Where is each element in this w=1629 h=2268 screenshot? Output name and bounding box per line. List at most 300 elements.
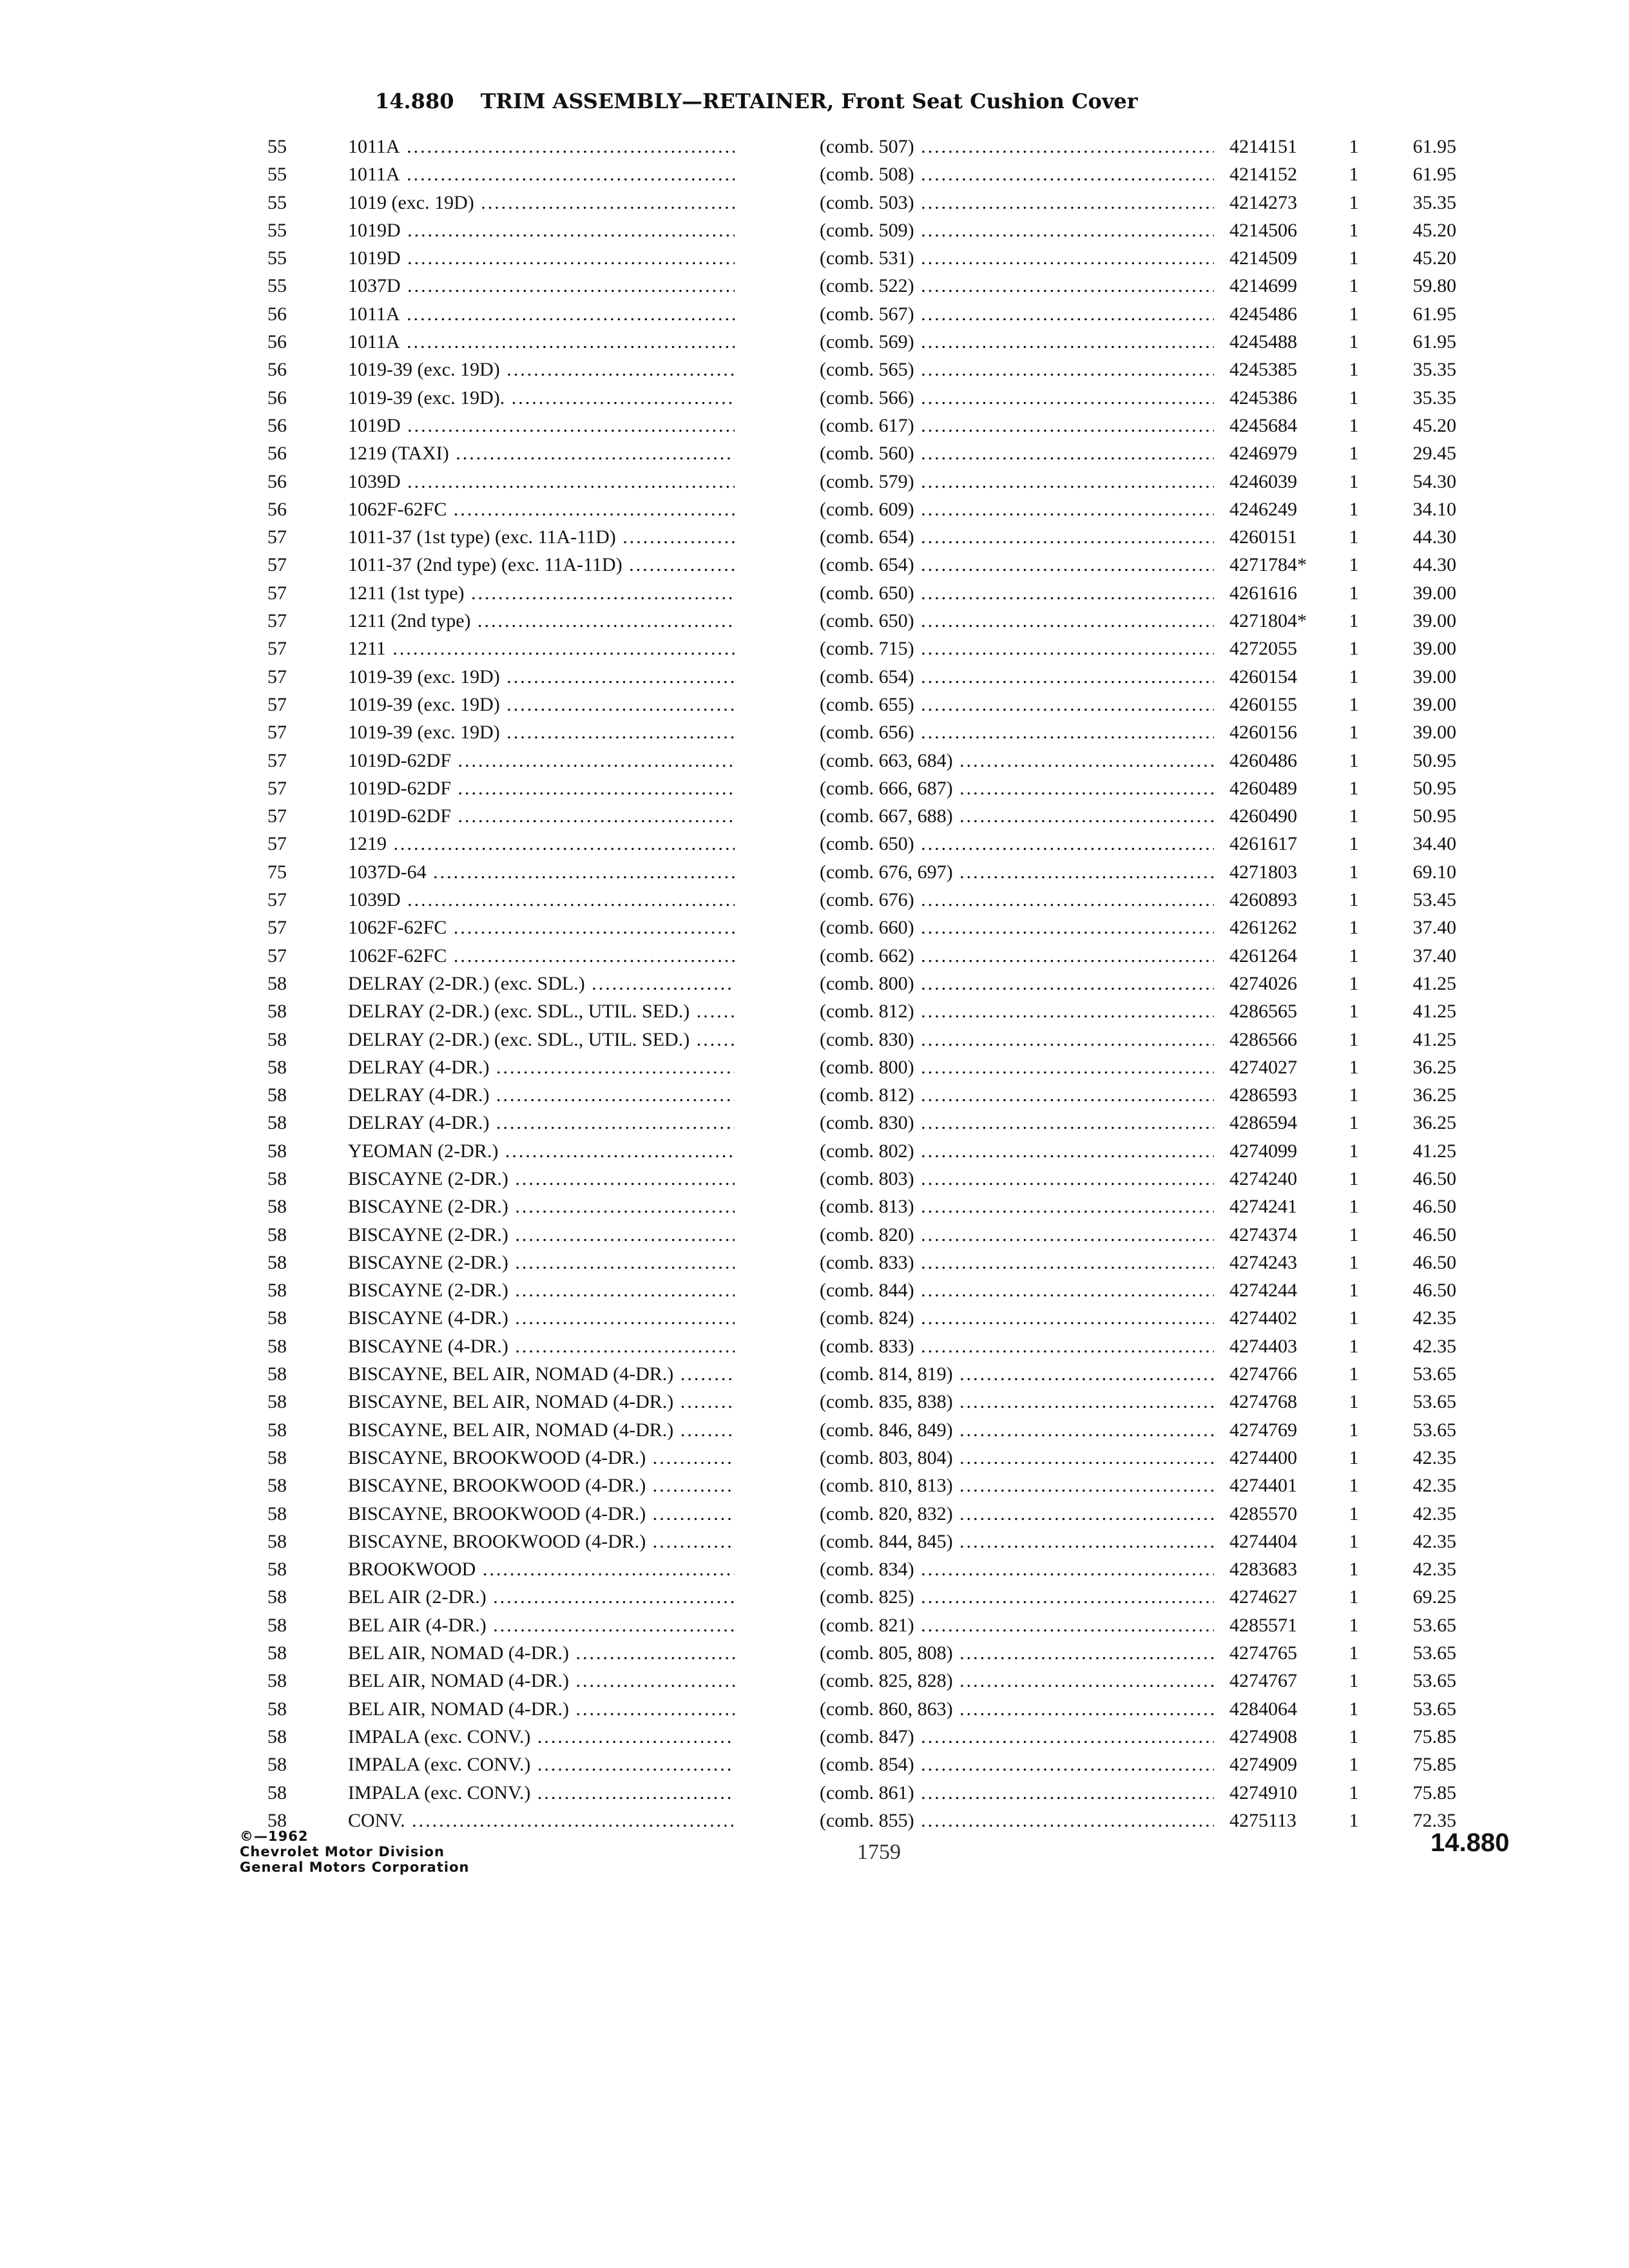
quantity-cell: 1: [1349, 1475, 1359, 1497]
combination-cell: (comb. 566) .....: [820, 384, 1214, 412]
part-number-cell: 4271804*: [1229, 610, 1307, 632]
model-cell: BISCAYNE, BROOKWOOD (4-DR.) .....: [348, 1500, 735, 1528]
table-row: [258, 1109, 1456, 1137]
combination-cell: (comb. 667, 688) .....: [820, 802, 1214, 830]
division-text: Chevrolet Motor Division: [240, 1844, 445, 1860]
part-number-cell: 4260155: [1229, 693, 1297, 715]
quantity-cell: 1: [1349, 191, 1359, 213]
combination-cell: (comb. 825) .....: [820, 1583, 1214, 1611]
model-year-cell: 58: [267, 1754, 287, 1776]
parts-table: [258, 133, 1456, 1834]
table-row: [258, 468, 1456, 495]
table-row: [258, 1081, 1456, 1109]
part-number-cell: 4261616: [1229, 582, 1297, 604]
model-year-cell: 55: [267, 275, 287, 297]
quantity-cell: 1: [1349, 1224, 1359, 1245]
part-number-cell: 4274403: [1229, 1335, 1297, 1357]
table-row: [258, 663, 1456, 691]
model-year-cell: 58: [267, 1280, 287, 1302]
price-cell: 61.95: [1412, 331, 1456, 353]
price-cell: 46.50: [1412, 1251, 1456, 1273]
model-year-cell: 56: [267, 303, 287, 325]
table-row: [258, 1304, 1456, 1332]
model-year-cell: 58: [267, 1725, 287, 1747]
combination-cell: (comb. 825, 828) .....: [820, 1667, 1214, 1695]
table-row: [258, 635, 1456, 662]
part-number-cell: 4286594: [1229, 1112, 1297, 1134]
model-year-cell: 55: [267, 219, 287, 241]
quantity-cell: 1: [1349, 247, 1359, 269]
part-number-cell: 4245684: [1229, 414, 1297, 436]
quantity-cell: 1: [1349, 777, 1359, 799]
price-cell: 35.35: [1412, 191, 1456, 213]
model-year-cell: 58: [267, 1196, 287, 1218]
table-row: [258, 1472, 1456, 1499]
combination-cell: (comb. 663, 684) .....: [820, 747, 1214, 774]
price-cell: 37.40: [1412, 945, 1456, 966]
price-cell: 45.20: [1412, 247, 1456, 269]
table-row: [258, 1667, 1456, 1695]
price-cell: 39.00: [1412, 722, 1456, 744]
model-cell: 1019-39 (exc. 19D) .....: [348, 718, 735, 746]
price-cell: 61.95: [1412, 136, 1456, 157]
combination-cell: (comb. 503) .....: [820, 189, 1214, 216]
model-year-cell: 58: [267, 1530, 287, 1552]
quantity-cell: 1: [1349, 1363, 1359, 1385]
part-number-cell: 4274240: [1229, 1168, 1297, 1189]
model-cell: 1019D .....: [348, 412, 735, 439]
model-cell: 1011-37 (1st type) (exc. 11A-11D) .....: [348, 523, 735, 551]
part-number-cell: 4260893: [1229, 889, 1297, 911]
quantity-cell: 1: [1349, 1809, 1359, 1831]
quantity-cell: 1: [1349, 1698, 1359, 1720]
quantity-cell: 1: [1349, 1028, 1359, 1050]
model-cell: 1037D-64 .....: [348, 858, 735, 886]
model-year-cell: 57: [267, 666, 287, 687]
quantity-cell: 1: [1349, 972, 1359, 994]
table-row: [258, 747, 1456, 774]
model-cell: BEL AIR (4-DR.) .....: [348, 1611, 735, 1639]
model-year-cell: 57: [267, 917, 287, 939]
table-row: [258, 942, 1456, 970]
combination-cell: (comb. 676) .....: [820, 886, 1214, 914]
quantity-cell: 1: [1349, 498, 1359, 520]
model-cell: BROOKWOOD .....: [348, 1555, 735, 1583]
price-cell: 39.00: [1412, 693, 1456, 715]
price-cell: 53.45: [1412, 889, 1456, 911]
model-cell: 1039D .....: [348, 886, 735, 914]
model-year-cell: 58: [267, 1140, 287, 1162]
quantity-cell: 1: [1349, 1196, 1359, 1218]
quantity-cell: 1: [1349, 1140, 1359, 1162]
part-number-cell: 4274910: [1229, 1782, 1297, 1803]
combination-cell: (comb. 821) .....: [820, 1611, 1214, 1639]
model-year-cell: 57: [267, 610, 287, 632]
combination-cell: (comb. 508) .....: [820, 160, 1214, 188]
model-year-cell: 58: [267, 1084, 287, 1106]
part-number-cell: 4286593: [1229, 1084, 1297, 1106]
part-number-cell: 4260154: [1229, 666, 1297, 687]
combination-cell: (comb. 844, 845) .....: [820, 1528, 1214, 1555]
model-cell: 1011A .....: [348, 300, 735, 328]
quantity-cell: 1: [1349, 833, 1359, 855]
combination-cell: (comb. 715) .....: [820, 635, 1214, 662]
price-cell: 53.65: [1412, 1419, 1456, 1441]
model-cell: 1062F-62FC .....: [348, 942, 735, 970]
model-cell: BISCAYNE, BEL AIR, NOMAD (4-DR.) .....: [348, 1416, 735, 1444]
price-cell: 36.25: [1412, 1112, 1456, 1134]
combination-cell: (comb. 609) .....: [820, 495, 1214, 523]
model-cell: 1211 .....: [348, 635, 735, 662]
price-cell: 61.95: [1412, 303, 1456, 325]
table-row: [258, 1332, 1456, 1360]
combination-cell: (comb. 833) .....: [820, 1332, 1214, 1360]
price-cell: 42.35: [1412, 1503, 1456, 1524]
table-row: [258, 216, 1456, 244]
model-year-cell: 58: [267, 1168, 287, 1189]
combination-cell: (comb. 655) .....: [820, 691, 1214, 718]
section-number: 14.880: [1431, 1829, 1510, 1857]
model-year-cell: 57: [267, 749, 287, 771]
table-row: [258, 1639, 1456, 1667]
combination-cell: (comb. 565) .....: [820, 356, 1214, 383]
table-row: [258, 1723, 1456, 1751]
part-number-cell: 4261264: [1229, 945, 1297, 966]
price-cell: 34.40: [1412, 833, 1456, 855]
combination-cell: (comb. 835, 838) .....: [820, 1388, 1214, 1416]
model-year-cell: 57: [267, 945, 287, 966]
combination-cell: (comb. 820, 832) .....: [820, 1500, 1214, 1528]
model-cell: BISCAYNE (2-DR.) .....: [348, 1165, 735, 1193]
part-number-cell: 4214273: [1229, 191, 1297, 213]
page-header: [375, 89, 1138, 113]
price-cell: 39.00: [1412, 638, 1456, 660]
combination-cell: (comb. 860, 863) .....: [820, 1695, 1214, 1723]
part-number-cell: 4274401: [1229, 1475, 1297, 1497]
model-year-cell: 58: [267, 1642, 287, 1664]
part-number-cell: 4285571: [1229, 1614, 1297, 1636]
table-row: [258, 1500, 1456, 1528]
table-row: [258, 1193, 1456, 1220]
part-number-cell: 4283683: [1229, 1559, 1297, 1581]
table-row: [258, 858, 1456, 886]
model-year-cell: 57: [267, 526, 287, 548]
part-number-cell: 4286566: [1229, 1028, 1297, 1050]
model-year-cell: 56: [267, 414, 287, 436]
model-cell: BISCAYNE (2-DR.) .....: [348, 1193, 735, 1220]
table-row: [258, 1611, 1456, 1639]
model-cell: IMPALA (exc. CONV.) .....: [348, 1751, 735, 1778]
model-year-cell: 58: [267, 1809, 287, 1831]
combination-cell: (comb. 617) .....: [820, 412, 1214, 439]
table-row: [258, 244, 1456, 272]
part-number-cell: 4214506: [1229, 219, 1297, 241]
price-cell: 72.35: [1412, 1809, 1456, 1831]
price-cell: 59.80: [1412, 275, 1456, 297]
table-row: [258, 997, 1456, 1025]
price-cell: 39.00: [1412, 610, 1456, 632]
quantity-cell: 1: [1349, 1251, 1359, 1273]
model-year-cell: 56: [267, 387, 287, 408]
combination-cell: (comb. 830) .....: [820, 1109, 1214, 1137]
part-number-cell: 4274027: [1229, 1056, 1297, 1078]
part-number-cell: 4246039: [1229, 470, 1297, 492]
price-cell: 41.25: [1412, 1140, 1456, 1162]
combination-cell: (comb. 803, 804) .....: [820, 1444, 1214, 1472]
model-year-cell: 57: [267, 777, 287, 799]
quantity-cell: 1: [1349, 1725, 1359, 1747]
model-year-cell: 56: [267, 443, 287, 465]
combination-cell: (comb. 567) .....: [820, 300, 1214, 328]
quantity-cell: 1: [1349, 749, 1359, 771]
price-cell: 42.35: [1412, 1475, 1456, 1497]
quantity-cell: 1: [1349, 945, 1359, 966]
table-row: [258, 1053, 1456, 1081]
combination-cell: (comb. 812) .....: [820, 997, 1214, 1025]
price-cell: 39.00: [1412, 666, 1456, 687]
model-cell: DELRAY (2-DR.) (exc. SDL., UTIL. SED.) .....: [348, 997, 735, 1025]
model-year-cell: 56: [267, 359, 287, 381]
model-year-cell: 58: [267, 1363, 287, 1385]
price-cell: 53.65: [1412, 1363, 1456, 1385]
model-cell: CONV. .....: [348, 1807, 735, 1834]
model-cell: DELRAY (2-DR.) (exc. SDL.) .....: [348, 970, 735, 997]
table-row: [258, 718, 1456, 746]
quantity-cell: 1: [1349, 610, 1359, 632]
model-cell: BEL AIR, NOMAD (4-DR.) .....: [348, 1667, 735, 1695]
model-cell: 1019D .....: [348, 244, 735, 272]
price-cell: 39.00: [1412, 582, 1456, 604]
quantity-cell: 1: [1349, 1056, 1359, 1078]
model-year-cell: 58: [267, 1056, 287, 1078]
table-row: [258, 133, 1456, 160]
table-row: [258, 914, 1456, 941]
combination-cell: (comb. 666, 687) .....: [820, 774, 1214, 802]
combination-cell: (comb. 812) .....: [820, 1081, 1214, 1109]
table-row: [258, 412, 1456, 439]
model-year-cell: 58: [267, 1251, 287, 1273]
part-number-cell: 4274404: [1229, 1530, 1297, 1552]
table-row: [258, 1444, 1456, 1472]
quantity-cell: 1: [1349, 470, 1359, 492]
table-row: [258, 1249, 1456, 1276]
table-row: [258, 439, 1456, 467]
quantity-cell: 1: [1349, 1391, 1359, 1413]
part-number-cell: 4214151: [1229, 136, 1297, 157]
model-cell: DELRAY (4-DR.) .....: [348, 1109, 735, 1137]
model-year-cell: 58: [267, 1307, 287, 1329]
part-number-cell: 4274099: [1229, 1140, 1297, 1162]
quantity-cell: 1: [1349, 303, 1359, 325]
quantity-cell: 1: [1349, 219, 1359, 241]
price-cell: 44.30: [1412, 526, 1456, 548]
quantity-cell: 1: [1349, 1670, 1359, 1692]
model-year-cell: 58: [267, 1224, 287, 1245]
model-cell: 1011A .....: [348, 160, 735, 188]
model-year-cell: 56: [267, 331, 287, 353]
model-cell: YEOMAN (2-DR.) .....: [348, 1137, 735, 1165]
combination-cell: (comb. 846, 849) .....: [820, 1416, 1214, 1444]
table-row: [258, 607, 1456, 635]
table-row: [258, 774, 1456, 802]
model-cell: BEL AIR (2-DR.) .....: [348, 1583, 735, 1611]
price-cell: 46.50: [1412, 1168, 1456, 1189]
quantity-cell: 1: [1349, 1754, 1359, 1776]
price-cell: 45.20: [1412, 219, 1456, 241]
quantity-cell: 1: [1349, 1503, 1359, 1524]
table-row: [258, 1416, 1456, 1444]
model-year-cell: 58: [267, 1559, 287, 1581]
quantity-cell: 1: [1349, 164, 1359, 186]
part-number-cell: 4274908: [1229, 1725, 1297, 1747]
model-cell: 1037D .....: [348, 272, 735, 300]
quantity-cell: 1: [1349, 1782, 1359, 1803]
model-cell: 1062F-62FC .....: [348, 495, 735, 523]
combination-cell: (comb. 833) .....: [820, 1249, 1214, 1276]
model-year-cell: 58: [267, 1586, 287, 1608]
quantity-cell: 1: [1349, 722, 1359, 744]
model-year-cell: 58: [267, 1112, 287, 1134]
part-number-cell: 4274767: [1229, 1670, 1297, 1692]
combination-cell: (comb. 522) .....: [820, 272, 1214, 300]
model-year-cell: 58: [267, 1028, 287, 1050]
model-cell: BISCAYNE (2-DR.) .....: [348, 1221, 735, 1249]
model-cell: BISCAYNE, BROOKWOOD (4-DR.) .....: [348, 1444, 735, 1472]
model-year-cell: 58: [267, 1446, 287, 1468]
model-cell: 1062F-62FC .....: [348, 914, 735, 941]
part-number-cell: 4260486: [1229, 749, 1297, 771]
combination-cell: (comb. 560) .....: [820, 439, 1214, 467]
model-cell: DELRAY (4-DR.) .....: [348, 1081, 735, 1109]
combination-cell: (comb. 830) .....: [820, 1026, 1214, 1053]
part-number-cell: 4271784*: [1229, 554, 1307, 576]
model-cell: BISCAYNE, BROOKWOOD (4-DR.) .....: [348, 1472, 735, 1499]
combination-cell: (comb. 814, 819) .....: [820, 1360, 1214, 1388]
price-cell: 53.65: [1412, 1642, 1456, 1664]
model-cell: BISCAYNE (4-DR.) .....: [348, 1332, 735, 1360]
price-cell: 53.65: [1412, 1698, 1456, 1720]
model-year-cell: 55: [267, 191, 287, 213]
combination-cell: (comb. 800) .....: [820, 970, 1214, 997]
part-number-cell: 4261262: [1229, 917, 1297, 939]
model-cell: IMPALA (exc. CONV.) .....: [348, 1779, 735, 1807]
quantity-cell: 1: [1349, 1084, 1359, 1106]
table-row: [258, 328, 1456, 356]
model-cell: BISCAYNE (4-DR.) .....: [348, 1304, 735, 1332]
part-number-cell: 4260490: [1229, 805, 1297, 827]
combination-cell: (comb. 805, 808) .....: [820, 1639, 1214, 1667]
model-cell: 1019D .....: [348, 216, 735, 244]
quantity-cell: 1: [1349, 805, 1359, 827]
model-cell: BISCAYNE, BEL AIR, NOMAD (4-DR.) .....: [348, 1388, 735, 1416]
combination-cell: (comb. 861) .....: [820, 1779, 1214, 1807]
part-number-cell: 4246979: [1229, 443, 1297, 465]
part-number-cell: 4260489: [1229, 777, 1297, 799]
price-cell: 37.40: [1412, 917, 1456, 939]
price-cell: 50.95: [1412, 777, 1456, 799]
price-cell: 36.25: [1412, 1056, 1456, 1078]
model-year-cell: 58: [267, 1391, 287, 1413]
model-cell: BEL AIR, NOMAD (4-DR.) .....: [348, 1639, 735, 1667]
model-year-cell: 56: [267, 498, 287, 520]
table-row: [258, 691, 1456, 718]
price-cell: 75.85: [1412, 1725, 1456, 1747]
table-row: [258, 579, 1456, 607]
model-cell: 1011A .....: [348, 328, 735, 356]
price-cell: 35.35: [1412, 387, 1456, 408]
copyright-text: ©—1962: [240, 1829, 309, 1844]
model-year-cell: 58: [267, 1670, 287, 1692]
quantity-cell: 1: [1349, 693, 1359, 715]
table-row: [258, 830, 1456, 858]
combination-cell: (comb. 810, 813) .....: [820, 1472, 1214, 1499]
model-year-cell: 57: [267, 805, 287, 827]
quantity-cell: 1: [1349, 331, 1359, 353]
combination-cell: (comb. 650) .....: [820, 830, 1214, 858]
part-number-cell: 4274026: [1229, 972, 1297, 994]
table-row: [258, 160, 1456, 188]
price-cell: 46.50: [1412, 1196, 1456, 1218]
model-year-cell: 57: [267, 693, 287, 715]
part-number-cell: 4245386: [1229, 387, 1297, 408]
combination-cell: (comb. 650) .....: [820, 579, 1214, 607]
price-cell: 61.95: [1412, 164, 1456, 186]
model-cell: IMPALA (exc. CONV.) .....: [348, 1723, 735, 1751]
model-year-cell: 58: [267, 1335, 287, 1357]
model-year-cell: 55: [267, 164, 287, 186]
model-year-cell: 57: [267, 722, 287, 744]
price-cell: 35.35: [1412, 359, 1456, 381]
price-cell: 36.25: [1412, 1084, 1456, 1106]
price-cell: 44.30: [1412, 554, 1456, 576]
model-cell: BISCAYNE (2-DR.) .....: [348, 1249, 735, 1276]
price-cell: 50.95: [1412, 749, 1456, 771]
quantity-cell: 1: [1349, 666, 1359, 687]
table-row: [258, 495, 1456, 523]
part-number-cell: 4272055: [1229, 638, 1297, 660]
combination-cell: (comb. 654) .....: [820, 663, 1214, 691]
quantity-cell: 1: [1349, 443, 1359, 465]
combination-cell: (comb. 802) .....: [820, 1137, 1214, 1165]
part-number-cell: 4274627: [1229, 1586, 1297, 1608]
combination-cell: (comb. 569) .....: [820, 328, 1214, 356]
model-year-cell: 58: [267, 1419, 287, 1441]
corporation-text: General Motors Corporation: [240, 1860, 470, 1875]
model-year-cell: 58: [267, 1782, 287, 1803]
part-number-cell: 4274768: [1229, 1391, 1297, 1413]
part-number-cell: 4260151: [1229, 526, 1297, 548]
price-cell: 41.25: [1412, 1028, 1456, 1050]
model-cell: 1019D-62DF .....: [348, 802, 735, 830]
model-cell: BISCAYNE, BEL AIR, NOMAD (4-DR.) .....: [348, 1360, 735, 1388]
quantity-cell: 1: [1349, 359, 1359, 381]
combination-cell: (comb. 650) .....: [820, 607, 1214, 635]
table-row: [258, 886, 1456, 914]
model-cell: 1211 (1st type) .....: [348, 579, 735, 607]
price-cell: 53.65: [1412, 1391, 1456, 1413]
table-row: [258, 1137, 1456, 1165]
price-cell: 41.25: [1412, 972, 1456, 994]
quantity-cell: 1: [1349, 414, 1359, 436]
table-row: [258, 1695, 1456, 1723]
model-cell: 1039D .....: [348, 468, 735, 495]
price-cell: 42.35: [1412, 1335, 1456, 1357]
model-cell: BEL AIR, NOMAD (4-DR.) .....: [348, 1695, 735, 1723]
combination-cell: (comb. 676, 697) .....: [820, 858, 1214, 886]
combination-cell: (comb. 800) .....: [820, 1053, 1214, 1081]
model-year-cell: 58: [267, 1503, 287, 1524]
combination-cell: (comb. 656) .....: [820, 718, 1214, 746]
